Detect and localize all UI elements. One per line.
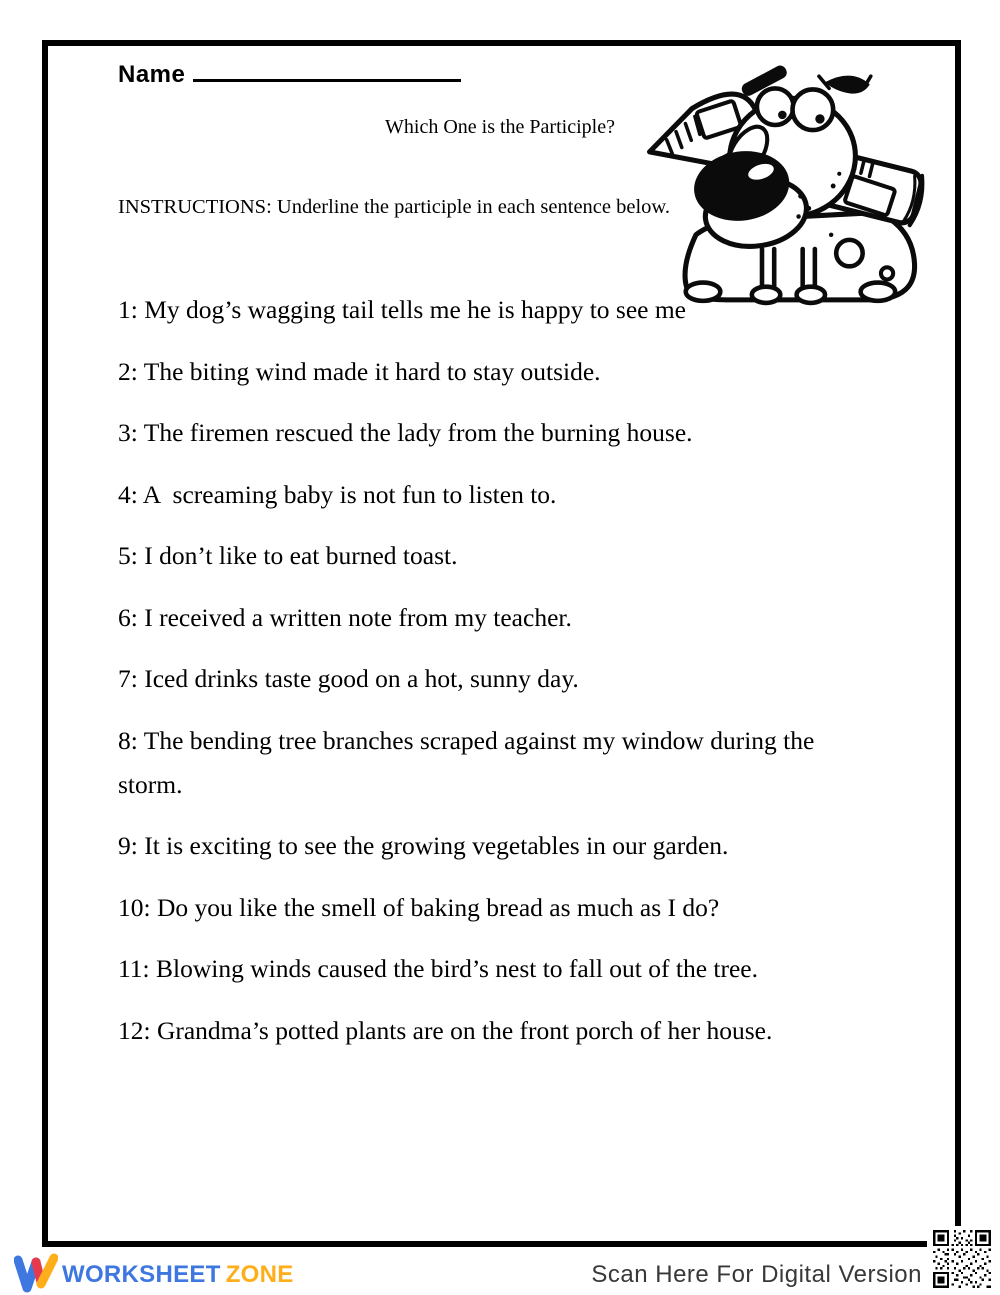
sentence: 2: The biting wind made it hard to stay outside.	[118, 356, 601, 386]
sentence: 11: Blowing winds caused the bird’s nest to fall out of the tree.	[118, 954, 758, 983]
sentence: 6: I received a written note from my teacher.	[118, 602, 572, 632]
sentence: 3: The firemen rescued the lady from the burning house.	[118, 418, 693, 447]
instructions-text: INSTRUCTIONS: Underline the participle in each sentence below.	[118, 196, 671, 218]
brand-zone-text: ZONE	[225, 1261, 294, 1288]
sentence: 4: A screaming baby is not fun to listen to.	[118, 479, 557, 509]
name-blank-line	[193, 57, 461, 82]
dog-with-newspaper-illustration	[640, 64, 945, 308]
sentence: 12: Grandma’s potted plants are on the front porch of her house.	[118, 1015, 773, 1045]
sentence: 1: My dog’s wagging tail tells me he is happy to see me	[118, 295, 686, 324]
sentence: 8: The bending tree branches scraped against my window during the storm.	[118, 725, 821, 799]
sentence: 10: Do you like the smell of baking bread as much as I do?	[118, 892, 720, 922]
sentence: 7: Iced drinks taste good on a hot, sunny day.	[118, 664, 579, 693]
worksheet-zone-w-logo-icon	[14, 1253, 58, 1295]
scan-here-text: Scan Here For Digital Version	[591, 1261, 922, 1288]
name-field-row	[118, 57, 461, 89]
brand-worksheet-text: WORKSHEET	[62, 1261, 221, 1288]
sentence-list	[118, 288, 880, 1070]
qr-code	[927, 1226, 997, 1292]
sentence: 5: I don’t like to eat burned toast.	[118, 541, 458, 570]
sentence: 9: It is exciting to see the growing vegetables in our garden.	[118, 831, 729, 860]
name-label: Name	[118, 61, 186, 88]
page-title: Which One is the Participle?	[385, 116, 615, 138]
brand-wordmark	[62, 1261, 294, 1289]
